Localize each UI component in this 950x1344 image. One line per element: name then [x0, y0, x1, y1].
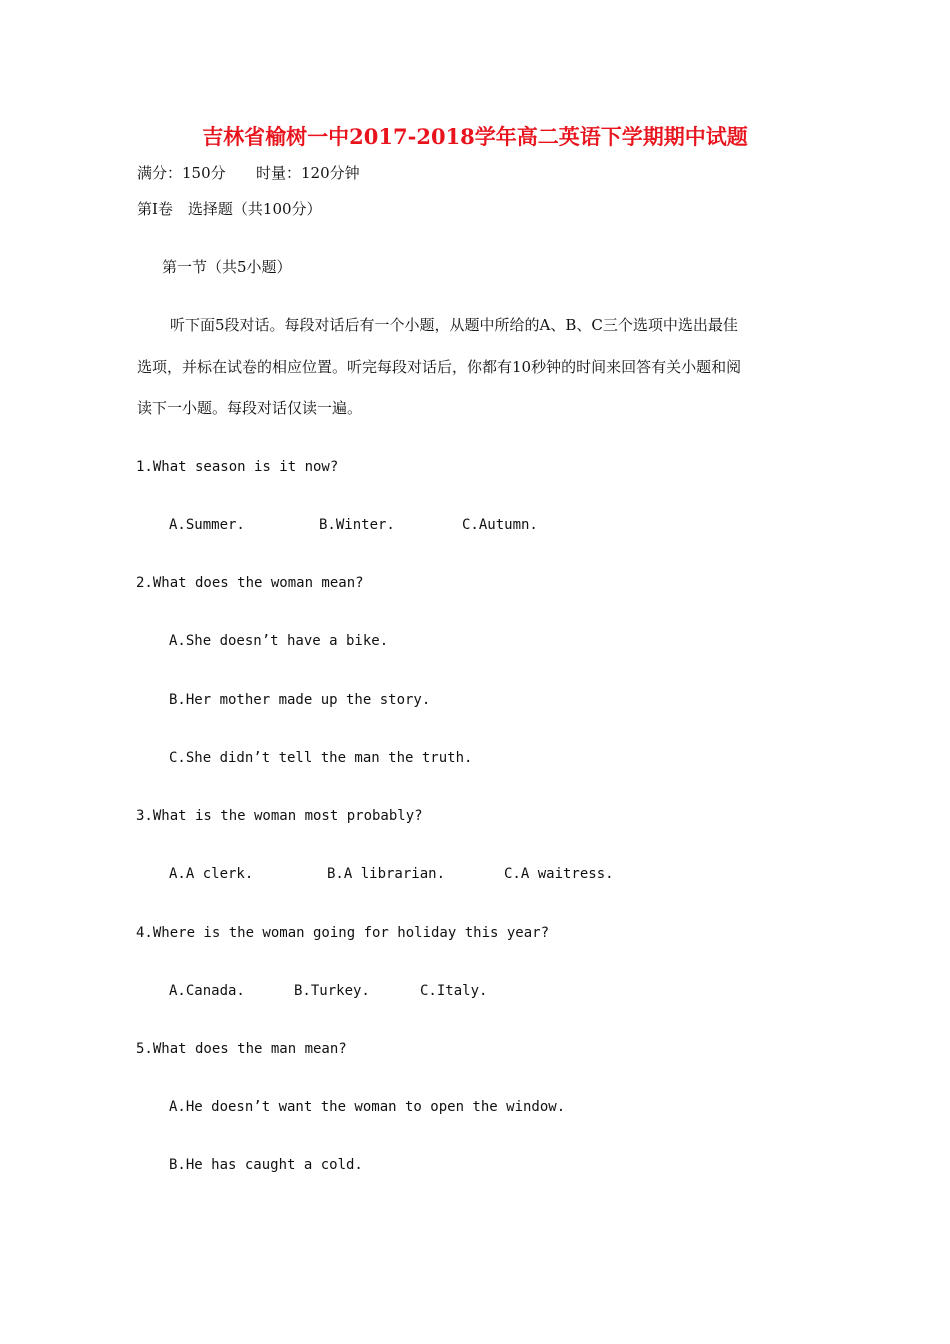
instruction-line: 选项，并标在试卷的相应位置。听完每段对话后，你都有10秒钟的时间来回答有关小题和阅 — [137, 358, 742, 376]
question-3: 3.What is the woman most probably? — [136, 808, 423, 824]
instruction-line: 读下一小题。每段对话仅读一遍。 — [137, 399, 363, 417]
q1-option-b: B.Winter. — [319, 517, 395, 533]
q3-option-c: C.A waitress. — [504, 866, 614, 882]
full-score: 满分：150分 — [137, 164, 226, 182]
question-5: 5.What does the man mean? — [136, 1041, 347, 1057]
q4-option-a: A.Canada. — [169, 983, 245, 999]
q1-option-a: A.Summer. — [169, 517, 245, 533]
q2-option-c: C.She didn’t tell the man the truth. — [169, 750, 473, 766]
q1-option-c: C.Autumn. — [462, 517, 538, 533]
q4-option-c: C.Italy. — [420, 983, 488, 999]
time-limit: 时量：120分钟 — [256, 164, 360, 182]
section-title: 第一节（共5小题） — [162, 258, 292, 276]
volume-heading: 第Ⅰ卷 选择题（共100分） — [137, 200, 322, 218]
instruction-line: 听下面5段对话。每段对话后有一个小题，从题中所给的A、B、C三个选项中选出最佳 — [170, 316, 738, 334]
q4-option-b: B.Turkey. — [294, 983, 370, 999]
q2-option-b: B.Her mother made up the story. — [169, 692, 431, 708]
question-4: 4.Where is the woman going for holiday this year? — [136, 925, 550, 941]
q2-option-a: A.She doesn’t have a bike. — [169, 633, 389, 649]
q5-option-a: A.He doesn’t want the woman to open the window. — [169, 1099, 566, 1115]
exam-title: 吉林省榆树一中2017-2018学年高二英语下学期期中试题 — [202, 124, 748, 149]
question-2: 2.What does the woman mean? — [136, 575, 364, 591]
question-1: 1.What season is it now? — [136, 459, 339, 475]
q3-option-a: A.A clerk. — [169, 866, 254, 882]
q3-option-b: B.A librarian. — [327, 866, 446, 882]
q5-option-b: B.He has caught a cold. — [169, 1157, 363, 1173]
